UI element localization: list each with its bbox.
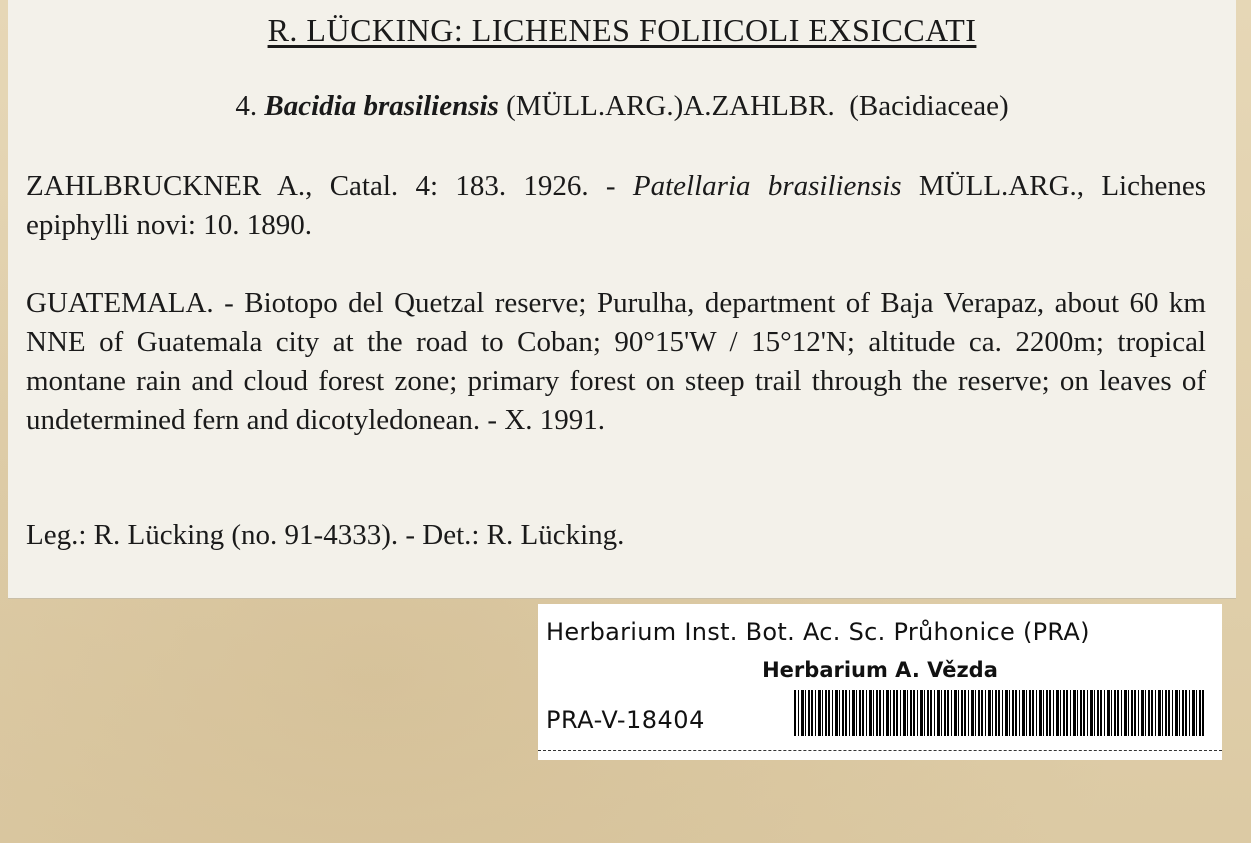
label-title: R. LÜCKING: LICHENES FOLIICOLI EXSICCATI [267,12,977,48]
literature-citation [26,167,1206,245]
collector-text: Leg.: R. Lücking (no. 91-4333). - Det.: R. Lücking. [26,519,625,551]
exsiccata-number: 4. [235,90,258,122]
species-family: (Bacidiaceae) [849,90,1009,122]
literature-suffix: MÜLL.ARG., Lichenes epiphylli novi: 10. 1890. [26,170,1206,241]
species-binomial: Bacidia brasiliensis [264,90,499,122]
barcode [794,690,1204,736]
institution-name: Herbarium Inst. Bot. Ac. Sc. Průhonice (PRA) [546,618,1090,646]
collection-name: Herbarium A. Vězda [762,658,998,682]
locality-text: GUATEMALA. - Biotopo del Quetzal reserve; Purulha, department of Baja Verapaz, about 60 km NNE of Guatemala city at the road to Coban; 90°15'W / 15°12'N; altitude ca. 2200m; tropical montane rain and cloud forest zone; primary forest on steep trail through the reserve; on leaves of undetermined fern and dicotyledonean. - X. 1991. [26,287,1206,436]
herbarium-label [538,604,1222,760]
species-authority: (MÜLL.ARG.)A.ZAHLBR. [506,90,835,122]
basionym: Patellaria brasiliensis [632,170,902,202]
exsiccata-label [8,0,1236,598]
dashed-divider [538,750,1222,751]
specimen-code: PRA-V-18404 [546,706,705,734]
literature-prefix: ZAHLBRUCKNER A., Catal. 4: 183. 1926. - [26,170,616,202]
species-line [8,90,1236,123]
